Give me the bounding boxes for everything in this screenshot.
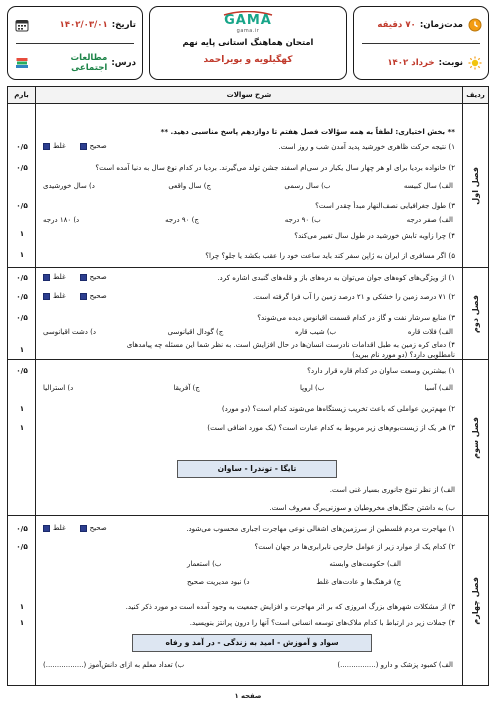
option-c[interactable]: ج) ۹۰ درجه [165,216,199,224]
checkbox-icon [80,525,87,532]
questions-column-header: شرح سوالات [226,91,272,99]
duration-value: ۷۰ دقیقه [377,20,416,30]
exam-info-right [353,6,489,80]
table-header [7,86,489,104]
score-column [8,104,36,267]
score-value: ۰/۵ [16,542,28,551]
province-name: کهگیلویه و بویراحمد [203,55,293,65]
true-false-options [43,292,107,300]
false-option[interactable]: غلط [43,142,66,150]
option-a[interactable]: الف) سال کبیسه [403,182,453,190]
subject-label: درس: [111,58,136,68]
option-d[interactable]: د) دشت اقیانوسی [43,328,96,336]
question-text: ۴) چرا زاویه تابش خورشید در طول سال تغییر می‌کند؟ [294,231,455,240]
answer-options [187,578,401,586]
false-option[interactable]: غلط [43,273,66,281]
score-value: ۱ [19,423,25,432]
true-false-options [43,142,107,150]
option-c[interactable]: ج) سال واقعی [168,182,211,190]
turn-row [360,53,482,73]
exam-page [7,6,489,700]
option-d[interactable]: د) ۱۸۰ درجه [43,216,80,224]
clock-icon [467,18,482,33]
checkbox-icon [80,293,87,300]
answer-options [43,182,453,190]
option-b[interactable]: ب) استعمار [187,560,222,568]
option-c[interactable]: ج) آفریقا [173,384,200,392]
score-value: ۰/۵ [16,273,28,282]
duration-label: مدت‌زمان: [419,20,463,30]
option-b[interactable]: ب) ۹۰ درجه [284,216,321,224]
section-body [37,268,461,359]
option-b[interactable]: ب) تعداد معلم به ازای دانش‌آموز (.................) [43,661,185,669]
exam-header [7,6,489,80]
books-icon [14,56,29,71]
question-text: ۲) مهم‌ترین عواملی که باعث تخریب زیستگاه‌ها می‌شوند کدام است؟ (دو مورد) [221,404,455,413]
question-text: ۳) منابع سرشار نفت و گاز در کدام قسمت اقیانوس دیده می‌شوند؟ [257,313,455,322]
question-text: ۳) هر یک از زیست‌بوم‌های زیر مربوط به کدام عبارت است؟ (یک مورد اضافی است) [207,423,455,432]
option-a[interactable]: الف) صفر درجه [406,216,453,224]
false-option[interactable]: غلط [43,292,66,300]
score-value: ۱ [19,404,25,413]
score-value: ۰/۵ [16,292,28,301]
exam-title: امتحان هماهنگ استانی پایه نهم [182,37,314,47]
score-value: ۰/۵ [16,313,28,322]
option-b[interactable]: ب) سال رسمی [284,182,331,190]
score-value: ۰/۵ [16,366,28,375]
date-value: ۱۴۰۲/۰۳/۰۱ [59,20,108,30]
section-body [37,516,461,685]
true-false-options [43,524,107,532]
exam-title-box [149,6,347,80]
section-chapter-3 [7,360,489,516]
question-text: ۲) خانواده بردیا برای او هر چهار سال یکبار در سی‌ام اسفند جشن تولد می‌گیرند. بردیا در کدام نوع سال به دنیا آمده است؟ [95,163,455,172]
answer-options [43,216,453,224]
checkbox-icon [80,143,87,150]
question-text: ۱) مهاجرت مردم فلسطین از سرزمین‌های اشغالی نوعی مهاجرت اجباری محسوب می‌شود. [186,524,455,533]
score-column [8,516,36,685]
option-a[interactable]: الف) کمبود پزشک و دارو (................) [337,661,453,669]
subject-value: مطالعات اجتماعی [70,53,108,73]
score-value: ۱ [19,602,25,611]
divider [16,43,134,44]
gama-logo: GAMA [224,13,272,28]
criteria-word-box: سواد و آموزش - امید به زندگی - در آمد و رفاه [132,634,372,652]
false-option[interactable]: غلط [43,524,66,532]
score-value: ۱ [19,618,25,627]
question-text: ۱) نتیجه حرکت ظاهری خورشید پدید آمدن شب و روز است. [278,142,455,151]
chapter-label: فصل اول [462,104,488,267]
question-text: نامطلوبی دارد؟ (دو مورد نام ببرید) [352,350,455,359]
section-body [37,104,461,267]
subject-row [14,53,136,73]
row-column-header: ردیف [462,87,488,103]
turn-label: نوبت: [438,58,463,68]
checkbox-icon [80,274,87,281]
checkbox-icon [43,274,50,281]
question-text: ۴) دمای کره زمین به طبل اقدامات نادرست انسان‌ها در حال افزایش است. به نظر شما این مسئله چه پیامدهای [126,340,455,349]
score-column [8,268,36,359]
question-text: ۵) اگر مسافری از ایران به ژاپن سفر کند باید ساعت خود را عقب بکشد یا جلو؟ چرا؟ [205,251,455,260]
option-a[interactable]: الف) حکومت‌های وابسته [329,560,401,568]
question-text: ۲) کدام یک از موارد زیر از عوامل خارجی نابرابری‌ها در جهان است؟ [254,542,455,551]
statement-a: الف) از نظر تنوع جانوری بسیار غنی است. [329,485,455,494]
option-d[interactable]: د) نبود مدیریت صحیح [187,578,250,586]
chapter-label: فصل چهارم [462,516,488,685]
score-value: ۰/۵ [16,142,28,151]
score-value: ۱ [19,345,25,354]
date-row [14,15,136,35]
optional-notice: ** بخش اختیاری: لطفاً به همه سؤالات فصل هفتم تا دوازدهم پاسخ مناسبی دهید. ** [160,127,455,136]
biome-word-box: تایگا - توندرا - ساوان [177,460,337,478]
option-c[interactable]: ج) فرهنگ‌ها و عادت‌های غلط [316,578,401,586]
chapter-label: فصل دوم [462,268,488,359]
question-text: ۴) جملات زیر در ارتباط با کدام ملاک‌های توسعه انسانی است؟ آنها را درون پرانتز بنویسید. [189,618,455,627]
answer-options [43,384,453,392]
score-value: ۰/۵ [16,524,28,533]
duration-row [360,15,482,35]
checkbox-icon [43,143,50,150]
score-value: ۱ [19,229,25,238]
true-option[interactable]: صحیح [80,292,107,300]
true-false-options [43,273,107,281]
question-text: ۳) طول جغرافیایی نصف‌النهار مبدأ چقدر است؟ [315,201,455,210]
question-text: ۱) بیشترین وسعت ساوان در کدام قاره قرار دارد؟ [307,366,455,375]
true-option[interactable]: صحیح [80,273,107,281]
gama-logo-sub: gama.ir [236,28,260,34]
score-value: ۱ [19,250,25,259]
section-body [37,360,461,515]
date-label: تاریخ: [111,20,136,30]
option-b[interactable]: ب) شیب قاره [294,328,337,336]
page-number: صفحه ۱ [234,692,262,700]
score-value: ۰/۵ [16,201,28,210]
calendar-icon [14,18,29,33]
answer-options [187,560,401,568]
score-column-header: بارم [8,87,36,103]
divider [362,43,480,44]
true-option[interactable]: صحیح [80,524,107,532]
statement-b: ب) به داشتن جنگل‌های مخروطیان و سوزنی‌برگ معروف است. [269,503,455,512]
answer-options [43,328,453,336]
option-d[interactable]: د) استرالیا [43,384,74,392]
exam-info-left [7,6,143,80]
turn-value: خرداد ۱۴۰۲ [387,58,435,68]
question-text: ۳) از مشکلات شهرهای بزرگ امروزی که بر اثر مهاجرت و افزایش جمعیت به وجود آمده است دو مورد ذکر کنید. [125,602,455,611]
answer-options [43,661,453,669]
checkbox-icon [43,293,50,300]
question-text: ۲) ۷۱ درصد زمین را خشکی و ۲۱ درصد زمین را آب فرا گرفته است. [252,292,455,301]
true-option[interactable]: صحیح [80,142,107,150]
checkbox-icon [43,525,50,532]
section-chapter-2 [7,268,489,360]
chapter-label: فصل سوم [462,360,488,515]
sun-icon [467,56,482,71]
option-d[interactable]: د) سال خورشیدی [43,182,95,190]
option-a[interactable]: الف) فلات قاره [407,328,453,336]
question-text: ۱) از ویژگی‌های کوه‌های جوان می‌توان به دره‌های باز و قله‌های گنبدی اشاره کرد. [217,273,455,282]
option-b[interactable]: ب) اروپا [300,384,325,392]
option-c[interactable]: ج) گودال اقیانوسی [167,328,224,336]
score-column [8,360,36,515]
option-a[interactable]: الف) آسیا [424,384,453,392]
section-chapter-1 [7,104,489,268]
score-value: ۰/۵ [16,163,28,172]
section-chapter-4 [7,516,489,686]
